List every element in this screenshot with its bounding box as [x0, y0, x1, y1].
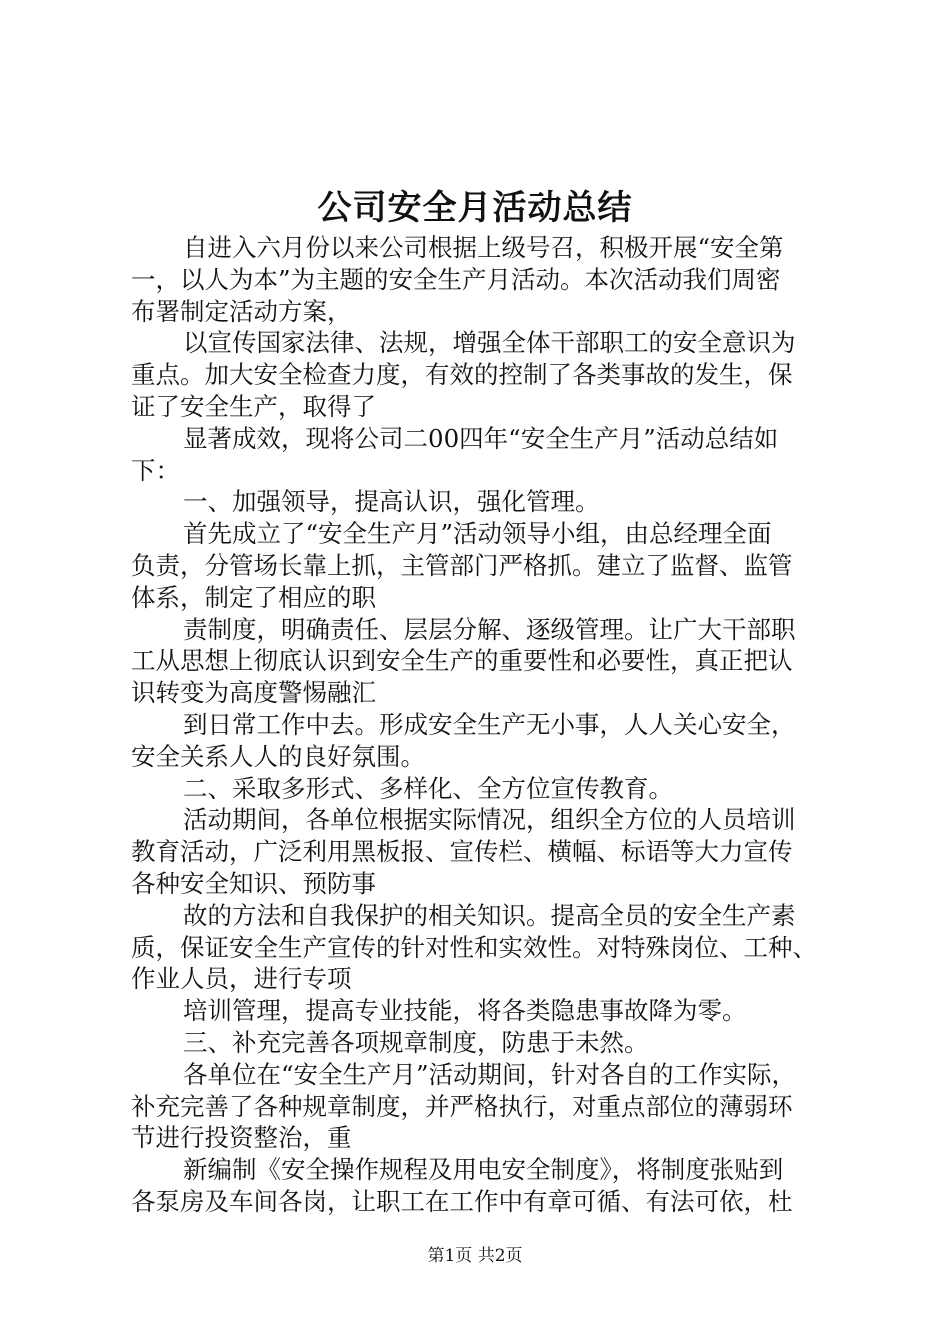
page-footer: 第1页 共2页: [427, 1246, 523, 1266]
body-text-line: 三、补充完善各项规章制度，防患于未然。: [183, 1027, 649, 1057]
document-body: [131, 232, 831, 1218]
body-text-line: 活动期间，各单位根据实际情况，组织全方位的人员培训: [183, 805, 796, 835]
body-text-line: 证了安全生产，取得了: [131, 391, 376, 421]
body-text-line: 各泵房及车间各岗，让职工在工作中有章可循、有法可依，杜: [131, 1186, 793, 1216]
body-text-line: 补充完善了各种规章制度，并严格执行，对重点部位的薄弱环: [131, 1091, 793, 1121]
body-text-line: 一、加强领导，提高认识，强化管理。: [183, 487, 600, 517]
body-text-line: 节进行投资整治，重: [131, 1123, 352, 1153]
body-text-line: 新编制《安全操作规程及用电安全制度》，将制度张贴到: [183, 1155, 784, 1185]
body-text-line: 故的方法和自我保护的相关知识。提高全员的安全生产素: [183, 900, 796, 930]
body-text-line: 自进入六月份以来公司根据上级号召，积极开展“安全第: [183, 233, 784, 262]
body-text-line: 安全关系人人的良好氛围。: [131, 741, 425, 771]
body-text-line: 体系，制定了相应的职: [131, 582, 376, 612]
page-title: 公司安全月活动总结: [317, 188, 633, 228]
body-text-line: 质，保证安全生产宣传的针对性和实效性。对特殊岗位、工种、: [131, 932, 817, 962]
body-text-line: 教育活动，广泛利用黑板报、宣传栏、横幅、标语等大力宣传: [131, 837, 793, 867]
body-text-line: 显著成效，现将公司二00四年“安全生产月”活动总结如: [183, 423, 779, 453]
body-text-line: 下：: [131, 455, 180, 485]
body-text-line: 各种安全知识、预防事: [131, 868, 376, 898]
body-text-line: 以宣传国家法律、法规，增强全体干部职工的安全意识为: [183, 328, 796, 358]
body-text-line: 识转变为高度警惕融汇: [131, 678, 376, 708]
body-text-line: 布署制定活动方案，: [131, 296, 352, 326]
body-text-line: 各单位在“安全生产月”活动期间，针对各自的工作实际，: [183, 1059, 797, 1089]
body-text-line: 工从思想上彻底认识到安全生产的重要性和必要性，真正把认: [131, 646, 793, 676]
body-text-line: 首先成立了“安全生产月”活动领导小组，由总经理全面: [183, 519, 772, 549]
body-text-line: 到日常工作中去。形成安全生产无小事，人人关心安全，: [183, 709, 796, 739]
body-text-line: 作业人员，进行专项: [131, 964, 352, 994]
body-text-line: 一，以人为本”为主题的安全生产月活动。本次活动我们周密: [131, 264, 781, 294]
body-text-line: 培训管理，提高专业技能，将各类隐患事故降为零。: [183, 996, 747, 1026]
body-text-line: 二、采取多形式、多样化、全方位宣传教育。: [183, 773, 673, 803]
body-text-line: 重点。加大安全检查力度，有效的控制了各类事故的发生，保: [131, 360, 793, 390]
body-text-line: 负责，分管场长靠上抓，主管部门严格抓。建立了监督、监管: [131, 550, 793, 580]
body-text-line: 责制度，明确责任、层层分解、逐级管理。让广大干部职: [183, 614, 796, 644]
